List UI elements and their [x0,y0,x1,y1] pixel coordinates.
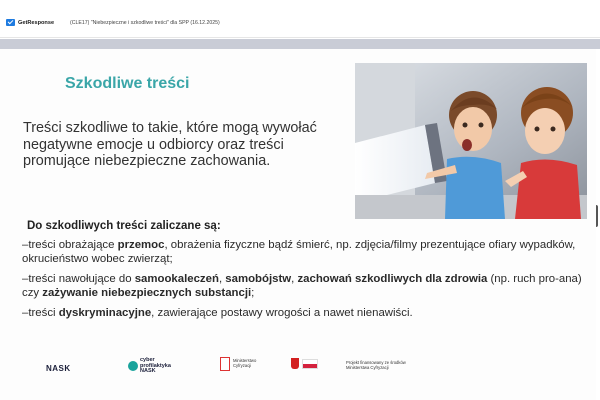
partner-logos [0,351,596,381]
list-item-text: , [218,273,226,285]
funding-note [346,360,426,370]
brand-name: GetResponse [18,19,55,26]
list-item-text: ; [251,287,255,299]
cyber-line2: profilaktyka [140,362,171,369]
ministerstwo-cyfryzacji-logo [220,357,256,371]
mc-line1: Ministerstwo [233,358,257,364]
photo-illustration [355,63,587,219]
emphasis-text: dyskryminacyjne [58,307,152,319]
list-item-text: (np. ruch pro-ana) czy [22,273,582,299]
cyberprofilaktyka-logo [128,358,171,375]
mc-line2: Cyfryzacji [233,363,252,368]
getresponse-brand[interactable] [6,19,54,26]
emphasis-text: zażywanie niebezpiecznych substancji [42,287,252,299]
emphasis-text: samobójstw [225,273,292,285]
children-at-computer-photo [355,63,587,219]
list-item [22,306,597,320]
list-item-text: , zawierające postawy wrogości a nawet nienawiści. [151,307,413,319]
fund-line2: Ministerstwa Cyfryzacji [346,365,389,370]
list-item [22,238,597,266]
emphasis-text: przemoc [117,239,165,251]
presentation-slide [0,49,596,400]
envelope-check-icon [6,19,15,26]
top-bar [0,0,600,38]
toolbar-divider [0,39,600,49]
nask-logo: NASK [46,364,71,373]
slide-intro: Treści szkodliwe to takie, które mogą wywołać negatywne emocje u odbiorcy oraz treści promujące niebezpieczne zachowania. [23,120,317,169]
cyberprofilaktyka-text [140,358,171,375]
cyber-line3: NASK [140,368,156,374]
list-item [22,272,597,300]
slide-title: Szkodliwe treści [65,75,190,92]
poland-flag-icon [302,359,318,369]
cyber-line1: cyber [140,357,155,363]
list-item-text: –treści [22,307,59,319]
list-item-text: , obrażenia fizyczne bądź śmierć, np. zdjęcia/filmy prezentujące ofiary wypadków, okrucieństwo wobec zwierząt; [22,239,576,265]
meeting-title: (CLE17) "Niebezpieczne i szkodliwe treści" dla SPP (16.12.2025) [70,20,220,26]
emphasis-text: samookaleczeń [134,273,219,285]
list-item-text: –treści obrażające [22,239,118,251]
list-heading: Do szkodliwych treści zaliczane są: [27,220,221,232]
ministerstwo-text [233,359,256,368]
eagle-emblem-icon [291,358,299,369]
list-item-text: –treści nawołujące do [22,273,135,285]
fund-line1: Projekt finansowany ze środków [346,360,406,365]
cyberprofilaktyka-icon [128,361,138,371]
eagle-icon [220,357,230,371]
emphasis-text: zachowań szkodliwych dla zdrowia [297,273,488,285]
harmful-content-list [22,238,597,326]
list-item-text: , [291,273,298,285]
poland-emblem-logo [291,358,318,369]
